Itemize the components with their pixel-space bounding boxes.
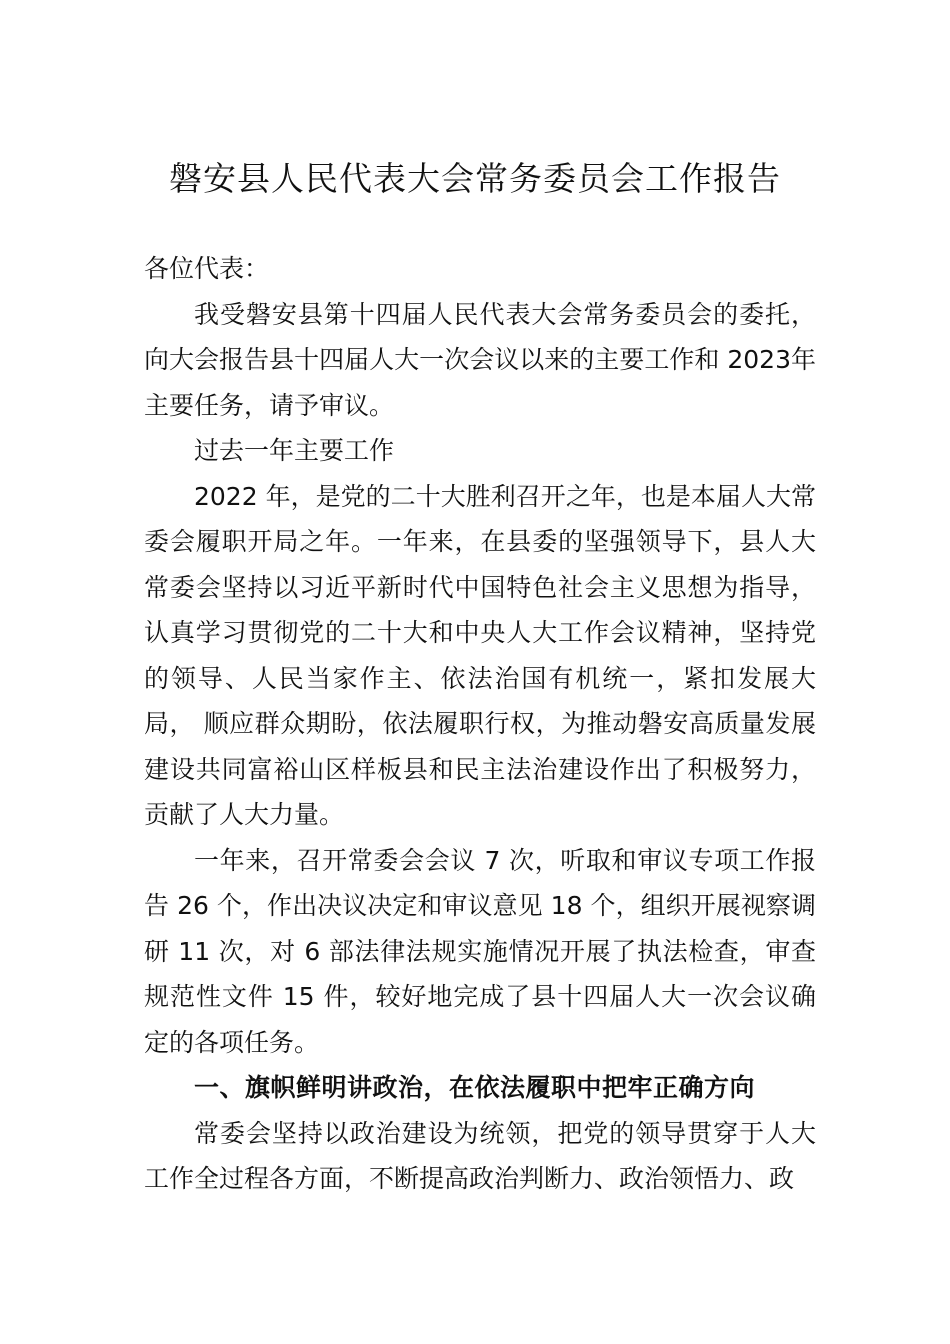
section-heading-politics: 一、旗帜鲜明讲政治，在依法履职中把牢正确方向 [194,1073,756,1102]
section-heading-past-year: 过去一年主要工作 [194,436,395,465]
salutation: 各位代表： [144,254,270,283]
document-body [144,246,816,1202]
document-title: 磐安县人民代表大会常务委员会工作报告 [169,159,781,198]
paragraph-political-construction: 常委会坚持以政治建设为统领，把党的领导贯穿于人大工作全过程各方面，不断提高政治判断力、政治领悟力、政 [144,1118,816,1193]
paragraph-intro: 我受磐安县第十四届人民代表大会常务委员会的委托，向大会报告县十四届人大一次会议以来的主要工作和 2023年主要任务，请予审议。 [144,299,816,420]
paragraph-2022-overview: 2022 年，是党的二十大胜利召开之年，也是本届人大常委会履职开局之年。一年来，在县委的坚强领导下，县人大常委会坚持以习近平新时代中国特色社会主义思想为指导， 认真学习贯彻党的二十大和中央人大工作会议精神，坚持党的领导、人民当家作主、依法治国有机统一，紧扣发展大局， 顺应群众期盼，依法履职行权，为推动磐安高质量发展建设共同富裕山区样板县和民主法治建设作出了积极努力，贡献了人大力量。 [144,481,816,829]
paragraph-statistics: 一年来，召开常委会会议 7 次，听取和审议专项工作报告 26 个，作出决议决定和审议意见 18 个，组织开展视察调研 11 次，对 6 部法律法规实施情况开展了执法检查，审查规范性文件 15 件，较好地完成了县十四届人大一次会议确定的各项任务。 [144,845,816,1057]
